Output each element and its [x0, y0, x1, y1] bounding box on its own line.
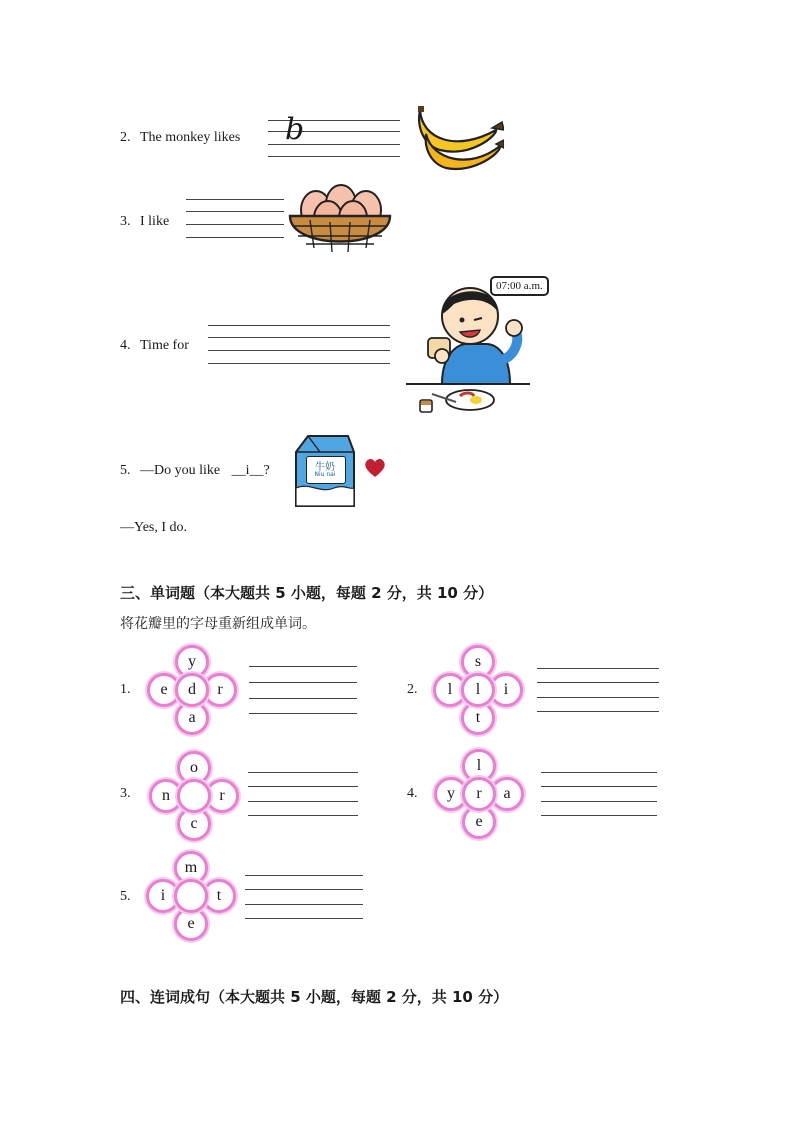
word-item-3-lines[interactable]	[248, 770, 358, 818]
q4-text: Time for	[140, 338, 189, 353]
petal-left: y	[434, 777, 468, 811]
q2-number: 2.	[120, 130, 131, 145]
petal-left: i	[146, 879, 180, 913]
petal-left: e	[147, 673, 181, 707]
petal-right: t	[202, 879, 236, 913]
section3-title: 三、单词题（本大题共 5 小题，每题 2 分，共 10 分）	[120, 584, 494, 602]
section4-title: 四、连词成句（本大题共 5 小题，每题 2 分，共 10 分）	[120, 988, 509, 1006]
heart-icon	[364, 458, 386, 478]
petal-top: s	[461, 645, 495, 679]
word-item-2-number: 2.	[407, 682, 418, 697]
q5-row	[120, 463, 270, 479]
q5-text: —Do you like	[140, 463, 221, 478]
clock-badge: 07:00 a.m.	[490, 276, 549, 296]
q2-hint-letter: b	[285, 112, 305, 147]
letter-flower-5	[146, 851, 236, 941]
petal-center: d	[175, 673, 209, 707]
q3-text: I like	[140, 214, 170, 229]
petal-bottom: a	[175, 701, 209, 735]
petal-bottom: e	[174, 907, 208, 941]
word-item-3-number: 3.	[120, 786, 131, 801]
letter-flower-2	[433, 645, 523, 735]
word-item-2-lines[interactable]	[537, 666, 659, 714]
q2-text: The monkey likes	[140, 130, 241, 145]
q3-number: 3.	[120, 214, 131, 229]
word-item-1-number: 1.	[120, 682, 131, 697]
petal-right: a	[490, 777, 524, 811]
petal-top: y	[175, 645, 209, 679]
petal-center	[177, 779, 211, 813]
section3-instruction: 将花瓣里的字母重新组成单词。	[120, 616, 316, 632]
letter-flower-3	[149, 751, 239, 841]
petal-bottom: t	[461, 701, 495, 735]
petal-right: r	[205, 779, 239, 813]
petal-bottom: e	[462, 805, 496, 839]
petal-left: l	[433, 673, 467, 707]
petal-center	[174, 879, 208, 913]
milk-sublabel: Niu nai	[314, 471, 336, 478]
q5-number: 5.	[120, 463, 131, 478]
q5-blank[interactable]: __i__?	[231, 463, 270, 478]
egg-basket-icon	[286, 180, 394, 262]
petal-center: l	[461, 673, 495, 707]
word-item-1-lines[interactable]	[249, 664, 357, 716]
banana-icon	[412, 100, 504, 172]
q4-number: 4.	[120, 338, 131, 353]
petal-left: n	[149, 779, 183, 813]
q3-row	[120, 214, 169, 230]
word-item-4-lines[interactable]	[541, 770, 657, 818]
q4-writing-lines[interactable]	[208, 323, 390, 365]
petal-right: r	[203, 673, 237, 707]
letter-flower-4	[434, 749, 524, 839]
petal-bottom: c	[177, 807, 211, 841]
word-item-5-number: 5.	[120, 889, 131, 904]
q2-row	[120, 130, 240, 146]
petal-top: o	[177, 751, 211, 785]
petal-top: l	[462, 749, 496, 783]
petal-center: r	[462, 777, 496, 811]
q3-writing-lines[interactable]	[186, 197, 284, 239]
word-item-5-lines[interactable]	[245, 873, 363, 921]
word-item-4-number: 4.	[407, 786, 418, 801]
q4-row	[120, 338, 189, 354]
milk-carton-icon	[290, 432, 358, 510]
petal-top: m	[174, 851, 208, 885]
letter-flower-1	[147, 645, 237, 735]
milk-label: 牛奶	[315, 462, 335, 473]
q5-answer: —Yes, I do.	[120, 520, 188, 535]
petal-right: i	[489, 673, 523, 707]
